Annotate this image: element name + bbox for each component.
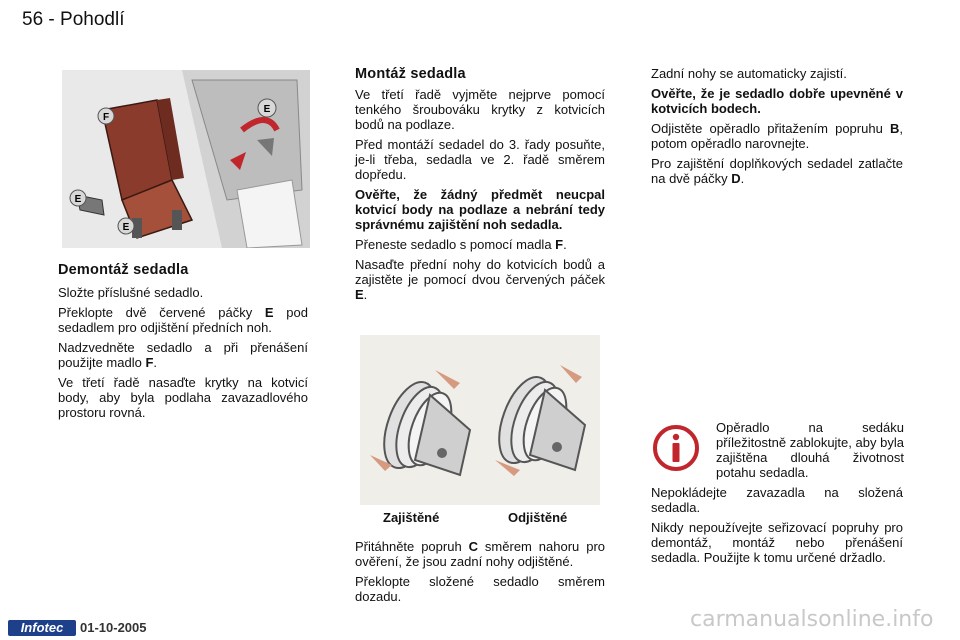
right-step-2: Odjistěte opěradlo přitažením popruhu B, potom opěradlo narovnejte.	[651, 121, 903, 151]
label-badge-e-right	[258, 99, 276, 117]
caption-locked: Zajištěné	[383, 510, 440, 525]
right-warning: Ověřte, že je sedadlo dobře upevněné v kotvicích bodech.	[651, 86, 903, 116]
right-step-3: Pro zajištění doplňkových sedadel zatlačte na dvě páčky D.	[651, 156, 903, 186]
removal-step-1: Složte příslušné sedadlo.	[58, 285, 204, 300]
label-badge-f	[98, 108, 114, 124]
footer-date: 01-10-2005	[80, 620, 147, 635]
mounting-step-3: Přeneste sedadlo s pomocí madla F.	[355, 237, 567, 252]
removal-title: Demontáž sedadla	[58, 262, 189, 278]
watermark: carmanualsonline.info	[690, 607, 934, 632]
mounting-step-6: Překlopte složené sedadlo směrem dozadu.	[355, 574, 605, 604]
info-note-text: Opěradlo na sedáku příležitostně zablokujte, aby byla zajištěna dlouhá životnost potahu sedadla.	[716, 420, 904, 480]
mounting-text	[355, 87, 605, 307]
svg-text:E: E	[122, 222, 130, 233]
infotec-badge: Infotec	[8, 620, 76, 636]
label-badge-e-left	[70, 190, 86, 206]
removal-text	[58, 285, 308, 425]
page-header	[22, 9, 124, 31]
mounting-step-1: Ve třetí řadě vyjměte nejprve pomocí tenkého šroubováku krytky z kotvicích bodů na podlaze.	[355, 87, 605, 132]
page-number: 56	[22, 9, 44, 30]
anchor-lock-illustration	[360, 335, 600, 505]
mounting-title: Montáž sedadla	[355, 66, 466, 82]
caption-unlocked: Odjištěné	[508, 510, 568, 525]
section-title: Pohodlí	[60, 9, 125, 30]
label-badge-e-bottom	[118, 218, 134, 234]
removal-step-4: Ve třetí řadě nasaďte krytky na kotvicí body, aby byla podlaha zavazadlového prostoru rovná.	[58, 375, 308, 420]
right-text-bottom	[651, 485, 903, 570]
svg-text:E: E	[263, 104, 271, 115]
info-note	[716, 420, 904, 485]
right-advice-2: Nikdy nepoužívejte seřizovací popruhy pro demontáž, montáž nebo přenášení sedadla. Použijte k tomu určené držadlo.	[651, 520, 903, 565]
removal-step-2: Překlopte dvě červené páčky E pod sedadlem pro odjištění předních noh.	[58, 305, 308, 335]
svg-text:F: F	[102, 112, 110, 123]
mounting-step-5: Přitáhněte popruh C směrem nahoru pro ověření, že jsou zadní nohy odjištěné.	[355, 539, 605, 569]
right-advice-1: Nepokládejte zavazadla na složená sedadla.	[651, 485, 903, 515]
mounting-text-continued	[355, 539, 605, 609]
mounting-warning: Ověřte, že žádný předmět neucpal kotvicí body na podlaze a nebrání tedy správnému zajištění noh sedadla.	[355, 187, 605, 232]
right-text	[651, 66, 903, 191]
removal-step-3: Nadzvedněte sedadlo a při přenášení použijte madlo F.	[58, 340, 308, 370]
info-icon	[652, 424, 700, 472]
seat-removal-illustration	[62, 70, 310, 248]
right-step-1: Zadní nohy se automaticky zajistí.	[651, 66, 847, 81]
svg-text:E: E	[74, 194, 82, 205]
header-separator: -	[48, 9, 55, 30]
mounting-step-2: Před montáží sedadel do 3. řady posuňte, je-li třeba, sedadla ve 2. řadě směrem dopředu.	[355, 137, 605, 182]
mounting-step-4: Nasaďte přední nohy do kotvicích bodů a zajistěte je pomocí dvou červených páček E.	[355, 257, 605, 302]
